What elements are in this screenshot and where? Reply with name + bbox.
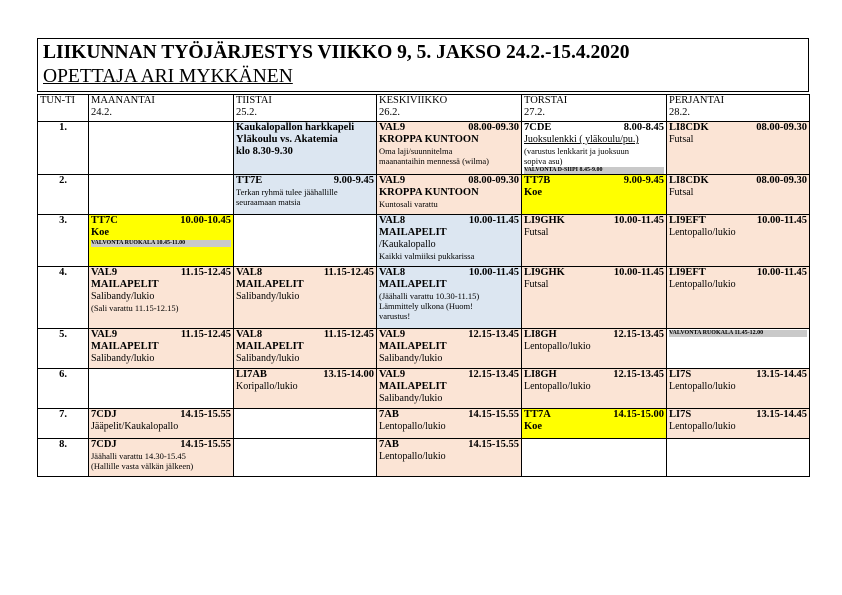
cell-line: /Kaukalopallo [379, 239, 436, 250]
class-code: LI7S [669, 369, 692, 380]
class-time: 11.15-12.45 [180, 267, 231, 278]
class-time: 10.00-11.45 [468, 215, 519, 226]
schedule-cell [234, 122, 377, 175]
schedule-cell [89, 409, 234, 439]
class-code: VAL9 [379, 369, 406, 380]
supervision-note: VALVONTA RUOKALA 10.45-11.00 [91, 240, 231, 247]
class-code: LI8GH [524, 369, 557, 380]
cell-line: Salibandy/lukio [91, 291, 155, 302]
cell-line: KROPPA KUNTOON [379, 134, 479, 145]
class-time: 10.00-10.45 [180, 215, 231, 226]
period-number: 5. [38, 329, 89, 369]
cell-line: MAILAPELIT [379, 381, 447, 392]
class-line [379, 267, 519, 279]
class-line [236, 267, 374, 279]
class-time: 10.00-11.45 [613, 215, 664, 226]
cell-content [524, 267, 664, 291]
class-time: 14.15-15.55 [180, 409, 231, 420]
cell-line: Juoksulenkki ( yläkoulu/pu.) [524, 134, 639, 145]
cell-line: Lentopallo/lukio [524, 381, 591, 392]
header-date: 27.2. [524, 107, 545, 118]
cell-line: Futsal [524, 227, 549, 238]
class-line [379, 329, 519, 341]
class-code: LI8CDK [669, 122, 709, 133]
class-line [379, 409, 519, 421]
cell-content [91, 409, 231, 433]
cell-content [91, 215, 231, 247]
class-line [669, 175, 807, 187]
class-line [91, 439, 231, 451]
class-line [91, 215, 231, 227]
class-line [524, 369, 664, 381]
class-time: 12.15-13.45 [613, 329, 664, 340]
cell-line: Jäähalli varattu 14.30-15.45 [91, 451, 186, 461]
cell-content [236, 267, 374, 303]
class-code: TT7A [524, 409, 551, 420]
cell-line: MAILAPELIT [379, 227, 447, 238]
cell-line: Lentopallo/lukio [669, 279, 736, 290]
class-line [379, 369, 519, 381]
cell-content [379, 122, 519, 166]
header-cell [522, 95, 667, 122]
cell-content [236, 329, 374, 365]
cell-line: Yläkoulu vs. Akatemia [236, 134, 338, 145]
cell-line: Salibandy/lukio [236, 291, 300, 302]
class-line [524, 409, 664, 421]
schedule-cell [522, 122, 667, 175]
cell-content [236, 175, 374, 207]
cell-content [524, 409, 664, 433]
cell-line: Kuntosali varattu [379, 199, 438, 209]
cell-line: Lämmittely ulkona (Huom! [379, 301, 473, 311]
class-line [91, 329, 231, 341]
class-time: 10.00-11.45 [613, 267, 664, 278]
schedule-cell [377, 215, 522, 267]
cell-line: Kaikki valmiiksi pukkarissa [379, 251, 475, 261]
header-day: MAANANTAI [91, 95, 155, 106]
cell-content [236, 369, 374, 393]
table-row [38, 175, 810, 215]
class-code: VAL9 [379, 329, 406, 340]
schedule-cell [522, 267, 667, 329]
class-code: TT7C [91, 215, 118, 226]
schedule-page [37, 38, 809, 471]
cell-content [379, 329, 519, 365]
cell-content [669, 122, 807, 146]
cell-content [669, 409, 807, 433]
cell-content [669, 267, 807, 291]
cell-content [524, 329, 664, 353]
class-line [524, 175, 664, 187]
schedule-body [38, 122, 810, 477]
class-code: LI9EFT [669, 267, 706, 278]
class-time: 08.00-09.30 [468, 122, 519, 133]
cell-content [379, 267, 519, 321]
cell-line: MAILAPELIT [379, 279, 447, 290]
cell-content [91, 439, 231, 471]
cell-content [669, 330, 807, 337]
table-row [38, 267, 810, 329]
cell-line: MAILAPELIT [91, 279, 159, 290]
schedule-cell [377, 409, 522, 439]
header-row [38, 95, 810, 122]
cell-line: Jääpelit/Kaukalopallo [91, 421, 179, 432]
class-time: 13.15-14.45 [756, 409, 807, 420]
cell-line: Kaukalopallon harkkapeli [236, 122, 355, 133]
cell-line: Futsal [669, 187, 694, 198]
class-code: 7CDJ [91, 439, 117, 450]
schedule-cell [89, 175, 234, 215]
class-code: LI9GHK [524, 267, 565, 278]
schedule-cell [377, 439, 522, 477]
cell-line: Lentopallo/lukio [524, 341, 591, 352]
schedule-cell [377, 122, 522, 175]
period-number: 4. [38, 267, 89, 329]
class-code: 7AB [379, 409, 399, 420]
header-day: TORSTAI [524, 95, 568, 106]
schedule-cell [522, 215, 667, 267]
cell-line: MAILAPELIT [379, 341, 447, 352]
class-time: 14.15-15.00 [613, 409, 664, 420]
period-number: 6. [38, 369, 89, 409]
schedule-cell [522, 329, 667, 369]
class-code: VAL9 [91, 267, 118, 278]
class-line [524, 215, 664, 227]
cell-content [669, 369, 807, 393]
schedule-cell [667, 409, 810, 439]
class-code: 7CDJ [91, 409, 117, 420]
table-row [38, 329, 810, 369]
cell-line: Futsal [524, 279, 549, 290]
header-date: 24.2. [91, 107, 112, 118]
class-line [91, 409, 231, 421]
class-time: 10.00-11.45 [468, 267, 519, 278]
cell-content [379, 369, 519, 405]
schedule-cell [667, 267, 810, 329]
class-line [669, 122, 807, 134]
schedule-cell [377, 369, 522, 409]
class-time: 08.00-09.30 [468, 175, 519, 186]
class-time: 9.00-9.45 [333, 175, 374, 186]
header-cell [234, 95, 377, 122]
class-time: 14.15-15.55 [468, 439, 519, 450]
cell-line: Koe [524, 187, 543, 198]
schedule-cell [234, 439, 377, 477]
class-line [379, 439, 519, 451]
class-time: 08.00-09.30 [756, 175, 807, 186]
schedule-cell [667, 122, 810, 175]
cell-line: seuraamaan matsia [236, 197, 301, 207]
header-cell [38, 95, 89, 122]
cell-line: Futsal [669, 134, 694, 145]
class-code: VAL9 [379, 175, 406, 186]
class-code: VAL8 [379, 215, 406, 226]
class-time: 13.15-14.00 [323, 369, 374, 380]
class-line [669, 267, 807, 279]
class-code: VAL9 [379, 122, 406, 133]
table-row [38, 369, 810, 409]
schedule-cell [667, 329, 810, 369]
class-code: VAL9 [91, 329, 118, 340]
schedule-cell [89, 439, 234, 477]
cell-line: Salibandy/lukio [236, 353, 300, 364]
class-time: 13.15-14.45 [756, 369, 807, 380]
header-day: KESKIVIIKKO [379, 95, 448, 106]
class-time: 12.15-13.45 [468, 329, 519, 340]
schedule-cell [667, 175, 810, 215]
schedule-cell [89, 122, 234, 175]
cell-content [669, 175, 807, 199]
class-time: 12.15-13.45 [613, 369, 664, 380]
cell-line: (Jäähalli varattu 10.30-11.15) [379, 291, 480, 301]
class-time: 9.00-9.45 [623, 175, 664, 186]
class-code: LI7S [669, 409, 692, 420]
cell-line: varustus! [379, 311, 411, 321]
header-day: TIISTAI [236, 95, 272, 106]
schedule-cell [377, 175, 522, 215]
class-line [669, 215, 807, 227]
page-title: LIIKUNNAN TYÖJÄRJESTYS VIIKKO 9, 5. JAKSO 24.2.-15.4.2020 [43, 42, 630, 63]
class-line [524, 267, 664, 279]
cell-line: klo 8.30-9.30 [236, 146, 293, 157]
cell-content [379, 175, 519, 209]
header-day: TUN-TI [40, 95, 75, 106]
cell-line: (varustus lenkkarit ja juoksuun [524, 146, 630, 156]
class-code: LI9GHK [524, 215, 565, 226]
class-line [236, 369, 374, 381]
table-row [38, 122, 810, 175]
period-number: 2. [38, 175, 89, 215]
schedule-cell [234, 267, 377, 329]
schedule-cell [89, 215, 234, 267]
table-row [38, 215, 810, 267]
header-date: 26.2. [379, 107, 400, 118]
cell-content [379, 409, 519, 433]
cell-line: (Sali varattu 11.15-12.15) [91, 303, 179, 313]
period-number: 7. [38, 409, 89, 439]
schedule-cell [522, 439, 667, 477]
class-time: 08.00-09.30 [756, 122, 807, 133]
title-box [37, 38, 809, 92]
cell-line: MAILAPELIT [236, 341, 304, 352]
period-number: 8. [38, 439, 89, 477]
schedule-cell [522, 369, 667, 409]
class-code: VAL8 [379, 267, 406, 278]
cell-content [236, 122, 374, 158]
class-code: LI8GH [524, 329, 557, 340]
table-row [38, 409, 810, 439]
class-code: TT7B [524, 175, 551, 186]
schedule-cell [89, 267, 234, 329]
class-time: 14.15-15.55 [468, 409, 519, 420]
cell-line: (Hallille vasta välkän jälkeen) [91, 461, 194, 471]
class-line [379, 215, 519, 227]
supervision-note: VALVONTA D-SIIPI 8.45-9.00 [524, 167, 664, 174]
supervision-note: VALVONTA RUOKALA 11.45-12.00 [669, 330, 807, 337]
schedule-cell [234, 215, 377, 267]
schedule-cell [667, 439, 810, 477]
cell-line: Koe [524, 421, 543, 432]
schedule-cell [377, 329, 522, 369]
class-time: 10.00-11.45 [756, 267, 807, 278]
class-time: 8.00-8.45 [623, 122, 664, 133]
cell-line: Salibandy/lukio [379, 393, 443, 404]
schedule-cell [234, 175, 377, 215]
class-time: 11.15-12.45 [323, 329, 374, 340]
cell-line: Terkan ryhmä tulee jäähallille [236, 187, 338, 197]
class-time: 10.00-11.45 [756, 215, 807, 226]
class-line [91, 267, 231, 279]
class-code: LI8CDK [669, 175, 709, 186]
class-line [524, 329, 664, 341]
cell-line: Salibandy/lukio [91, 353, 155, 364]
table-row [38, 439, 810, 477]
class-line [379, 175, 519, 187]
class-line [236, 329, 374, 341]
cell-content [669, 215, 807, 239]
class-line [236, 175, 374, 187]
class-line [524, 122, 664, 134]
schedule-cell [234, 329, 377, 369]
schedule-cell [234, 409, 377, 439]
schedule-cell [377, 267, 522, 329]
header-day: PERJANTAI [669, 95, 725, 106]
class-code: VAL8 [236, 267, 263, 278]
cell-line: sopiva asu) [524, 156, 563, 166]
class-code: 7AB [379, 439, 399, 450]
class-time: 14.15-15.55 [180, 439, 231, 450]
schedule-table [37, 94, 810, 477]
schedule-cell [522, 409, 667, 439]
class-code: 7CDE [524, 122, 552, 133]
class-code: LI7AB [236, 369, 267, 380]
period-number: 1. [38, 122, 89, 175]
cell-line: MAILAPELIT [91, 341, 159, 352]
class-code: LI9EFT [669, 215, 706, 226]
cell-content [524, 215, 664, 239]
cell-line: Lentopallo/lukio [669, 381, 736, 392]
cell-line: Lentopallo/lukio [379, 421, 446, 432]
schedule-cell [89, 369, 234, 409]
cell-line: KROPPA KUNTOON [379, 187, 479, 198]
cell-content [524, 369, 664, 393]
cell-line: Oma laji/suunnitelma [379, 146, 453, 156]
schedule-cell [667, 369, 810, 409]
cell-content [524, 175, 664, 199]
schedule-cell [522, 175, 667, 215]
class-line [669, 409, 807, 421]
schedule-cell [667, 215, 810, 267]
cell-line: Koe [91, 227, 110, 238]
class-time: 11.15-12.45 [180, 329, 231, 340]
header-cell [89, 95, 234, 122]
cell-line: Koripallo/lukio [236, 381, 298, 392]
schedule-cell [234, 369, 377, 409]
class-line [379, 122, 519, 134]
cell-line: Salibandy/lukio [379, 353, 443, 364]
cell-content [524, 122, 664, 174]
header-cell [667, 95, 810, 122]
cell-content [91, 329, 231, 365]
period-number: 3. [38, 215, 89, 267]
cell-line: Lentopallo/lukio [669, 227, 736, 238]
cell-line: maanantaihin mennessä (wilma) [379, 156, 489, 166]
cell-content [379, 439, 519, 463]
class-time: 12.15-13.45 [468, 369, 519, 380]
class-time: 11.15-12.45 [323, 267, 374, 278]
header-date: 25.2. [236, 107, 257, 118]
class-code: TT7E [236, 175, 263, 186]
class-code: VAL8 [236, 329, 263, 340]
cell-line: Lentopallo/lukio [379, 451, 446, 462]
schedule-cell [89, 329, 234, 369]
cell-line: Lentopallo/lukio [669, 421, 736, 432]
cell-content [91, 267, 231, 313]
class-line [669, 369, 807, 381]
teacher-name: OPETTAJA ARI MYKKÄNEN [43, 66, 293, 87]
header-date: 28.2. [669, 107, 690, 118]
header-cell [377, 95, 522, 122]
cell-content [379, 215, 519, 261]
cell-line: MAILAPELIT [236, 279, 304, 290]
